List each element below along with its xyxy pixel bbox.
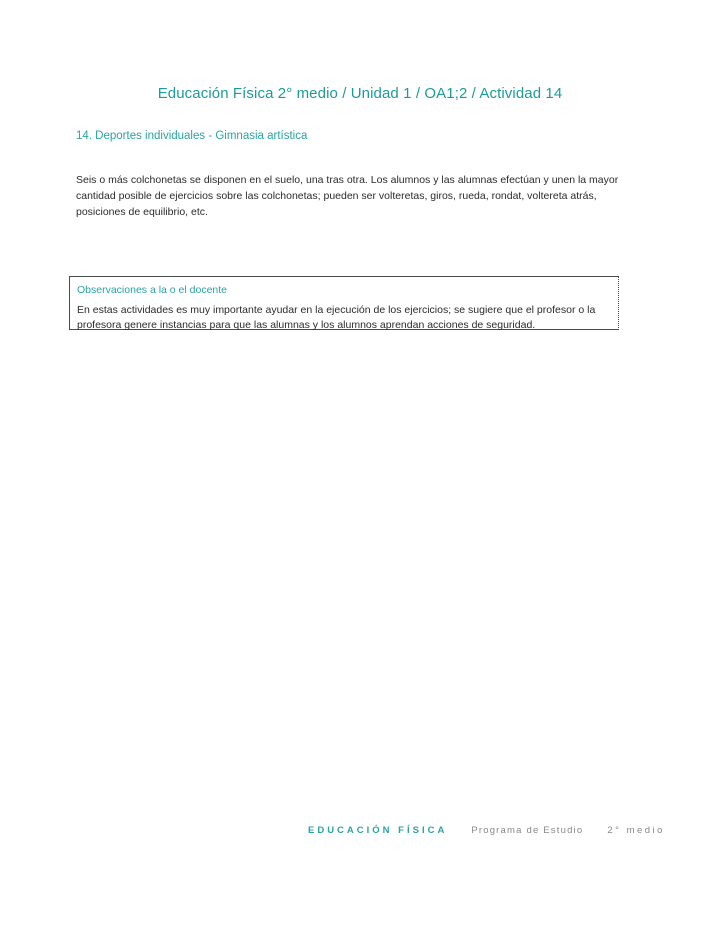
footer-subject: EDUCACIÓN FÍSICA <box>308 825 448 836</box>
footer-program: Programa de Estudio <box>471 825 584 836</box>
section-heading: 14. Deportes individuales - Gimnasia artística <box>76 130 308 142</box>
observations-text: En estas actividades es muy importante ayudar en la ejecución de los ejercicios; se sugiere que el profesor o la profesora genere instancias para que las alumnas y los alumnos aprendan acciones de seguridad. <box>77 304 596 331</box>
observations-title: Observaciones a la o el docente <box>77 284 228 296</box>
footer-grade: 2° medio <box>607 825 665 836</box>
observations-box <box>69 276 619 330</box>
page-footer <box>308 825 665 836</box>
activity-description: Seis o más colchonetas se disponen en el suelo, una tras otra. Los alumnos y las alumnas efectúan y unen la mayor cantidad posible de ejercicios sobre las colchonetas; pueden ser volteretas, giros, rueda, rondat, voltereta atrás, posiciones de equilibrio, etc. <box>76 174 619 218</box>
page-title: Educación Física 2° medio / Unidad 1 / OA1;2 / Actividad 14 <box>157 85 563 102</box>
